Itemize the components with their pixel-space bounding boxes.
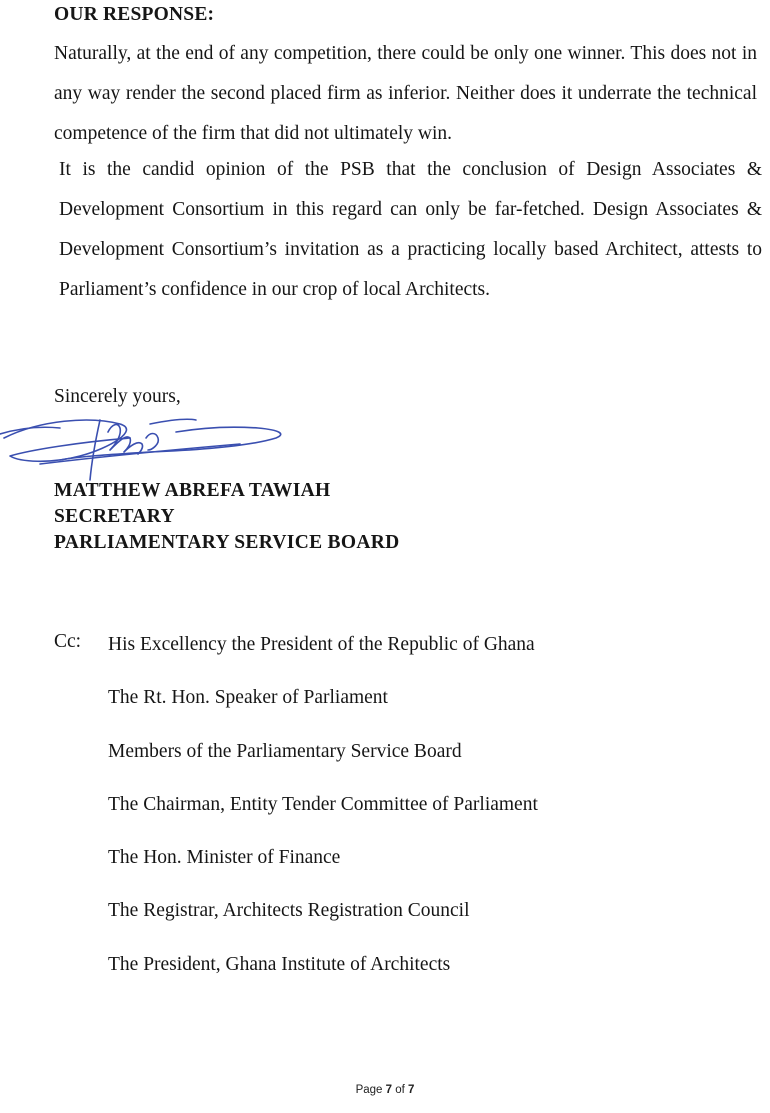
response-paragraph-2: It is the candid opinion of the PSB that the conclusion of Design Associates & Development Consortium in this regard can only be far-fetched. Design Associates & Development Consortium’s invitation as a practicing locally based Architect, attests to Parliament’s confidence in our crop of local Architects.	[59, 159, 762, 300]
cc-label: Cc:	[54, 631, 82, 652]
cc-recipient: The Chairman, Entity Tender Committee of Parliament	[108, 793, 538, 815]
section-heading: OUR RESPONSE:	[54, 4, 215, 25]
cc-recipient: The Registrar, Architects Registration Council	[108, 900, 470, 922]
cc-recipient: Members of the Parliamentary Service Board	[108, 740, 462, 762]
response-paragraph-1: Naturally, at the end of any competition, there could be only one winner. This does not in any way render the second placed firm as inferior. Neither does it underrate the technical competence of the firm that did not ultimately win.	[54, 43, 757, 144]
cc-recipient: The Hon. Minister of Finance	[108, 847, 341, 869]
signatory-block	[54, 478, 399, 556]
cc-recipient-list	[108, 631, 538, 1004]
footer-total-pages: 7	[408, 1084, 415, 1096]
cc-recipient: The President, Ghana Institute of Architects	[108, 953, 451, 975]
handwritten-signature	[0, 398, 300, 488]
footer-current-page: 7	[385, 1084, 393, 1096]
footer-page-word: Page	[355, 1084, 383, 1096]
signatory-title: SECRETARY	[54, 506, 175, 527]
cc-recipient: The Rt. Hon. Speaker of Parliament	[108, 687, 388, 709]
signatory-organization: PARLIAMENTARY SERVICE BOARD	[54, 532, 400, 553]
cc-recipient: His Excellency the President of the Republic of Ghana	[108, 634, 535, 655]
footer-of-word: of	[395, 1084, 405, 1096]
signatory-name: MATTHEW ABREFA TAWIAH	[54, 480, 331, 501]
closing-salutation: Sincerely yours,	[54, 386, 181, 407]
page-number-footer	[0, 1084, 770, 1096]
